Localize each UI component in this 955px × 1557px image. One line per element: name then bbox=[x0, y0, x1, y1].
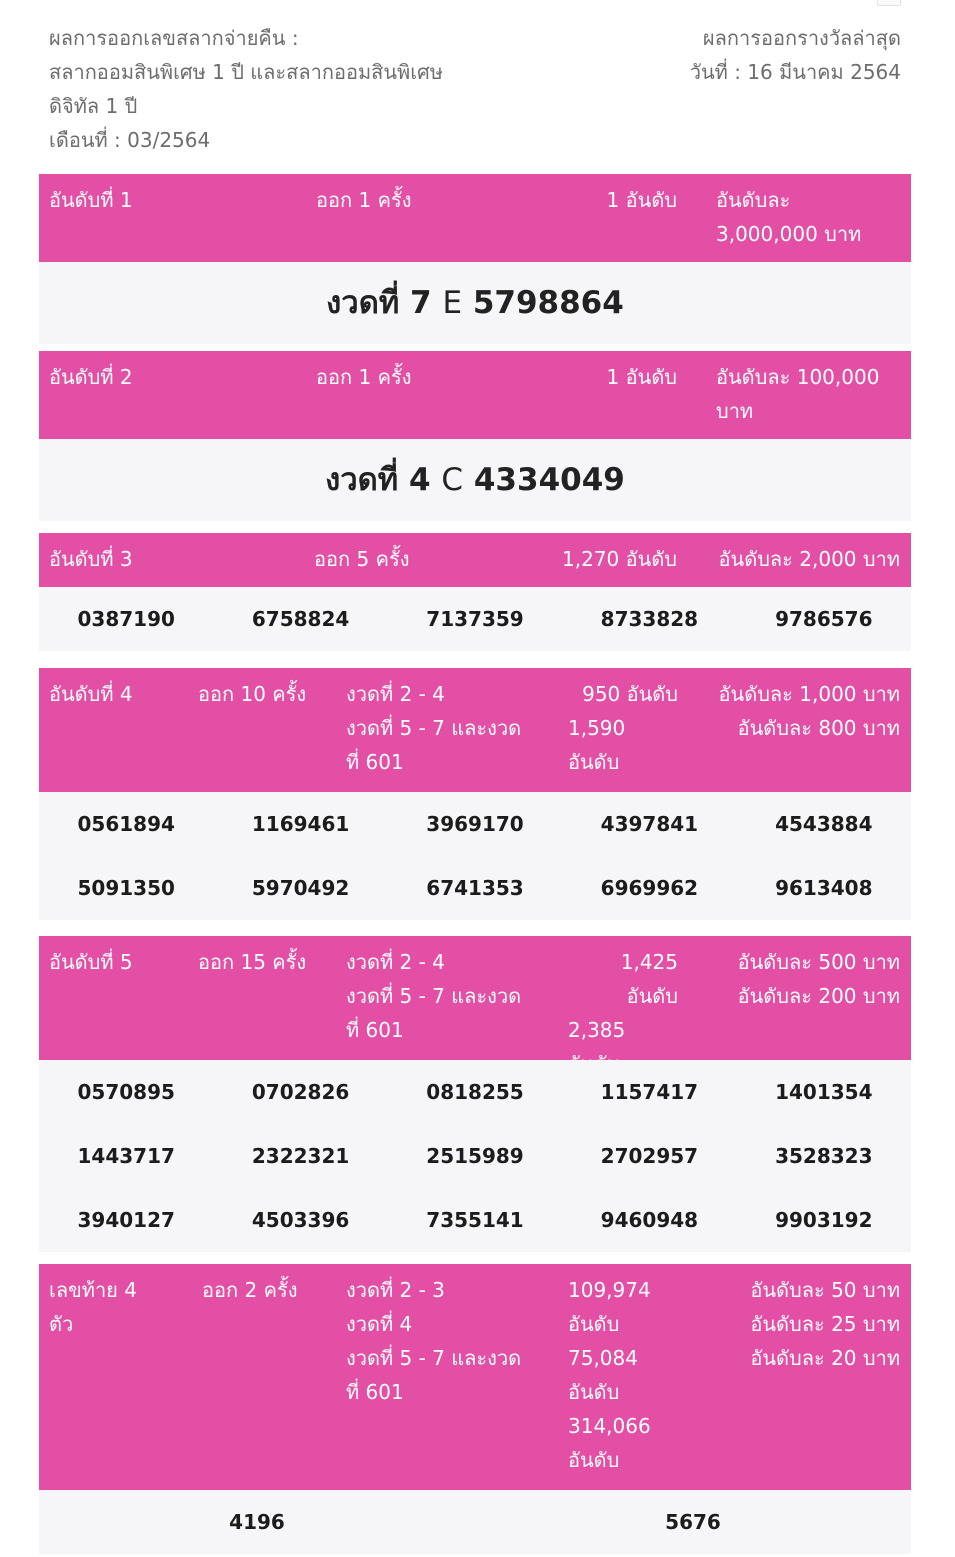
prize-rank-line: ตัว bbox=[49, 1312, 74, 1336]
winning-number: 0561894 bbox=[77, 812, 175, 836]
winning-number: 3528323 bbox=[775, 1144, 873, 1168]
winning-number: 5676 bbox=[665, 1510, 721, 1534]
winning-number: 5091350 bbox=[77, 876, 175, 900]
prize-period-line: งวดที่ 5 - 7 และงวด bbox=[346, 716, 522, 740]
winning-number: 0702826 bbox=[251, 1080, 350, 1104]
title-line: ดิจิทัล 1 ปี bbox=[49, 94, 138, 118]
result-title bbox=[49, 21, 489, 157]
latest-result-label: ผลการออกรางวัลล่าสุด bbox=[702, 26, 901, 50]
winning-number: 9613408 bbox=[775, 876, 873, 900]
prize-draws: ออก 10 ครั้ง bbox=[198, 682, 307, 706]
prize-draws: ออก 1 ครั้ง bbox=[316, 365, 412, 389]
winning-number: 6741353 bbox=[426, 876, 524, 900]
prize-amount-line: 3,000,000 บาท bbox=[716, 222, 862, 246]
prize-period-line: งวดที่ 4 bbox=[346, 1312, 413, 1336]
prize-periods bbox=[346, 945, 521, 1047]
winning-number: 1169461 bbox=[251, 812, 350, 836]
prize-amount-line: อันดับละ 200 บาท bbox=[737, 984, 900, 1008]
prize-period-line: งวดที่ 5 - 7 และงวด bbox=[346, 984, 522, 1008]
prize-2-result bbox=[39, 439, 911, 521]
prize-count-line: 109,974 bbox=[568, 1278, 651, 1302]
prize-amount-line: อันดับละ 25 บาท bbox=[750, 1312, 900, 1336]
result-period: งวดที่ 4 bbox=[325, 462, 431, 498]
prize-count-line: อันดับ bbox=[568, 1312, 620, 1336]
winning-number: 2702957 bbox=[600, 1144, 699, 1168]
winning-number: 4543884 bbox=[775, 812, 873, 836]
prize-count-line: อันดับ bbox=[568, 750, 620, 774]
winning-number: 4397841 bbox=[600, 812, 699, 836]
prize-4-header bbox=[39, 668, 911, 792]
prize-rank-line: เลขท้าย 4 bbox=[49, 1278, 137, 1302]
page-header bbox=[0, 0, 955, 170]
prize-period-line: ที่ 601 bbox=[346, 1018, 404, 1042]
winning-number: 4196 bbox=[229, 1510, 285, 1534]
prize-amount-line: อันดับละ 500 บาท bbox=[737, 950, 900, 974]
prize-periods bbox=[346, 1273, 521, 1409]
result-period: งวดที่ 7 bbox=[326, 285, 432, 321]
prize-5-numbers bbox=[39, 1060, 911, 1252]
prize-period-line: งวดที่ 2 - 4 bbox=[346, 950, 445, 974]
winning-number: 1157417 bbox=[600, 1080, 699, 1104]
prize-counts bbox=[568, 1273, 651, 1477]
prize-amount-line: อันดับละ 50 บาท bbox=[750, 1278, 900, 1302]
winning-number: 4503396 bbox=[251, 1208, 350, 1232]
prize-draws: ออก 5 ครั้ง bbox=[314, 547, 410, 571]
winning-number: 5970492 bbox=[251, 876, 350, 900]
winning-number: 0570895 bbox=[77, 1080, 175, 1104]
winning-number: 6969962 bbox=[600, 876, 699, 900]
prize-amount-line: อันดับละ bbox=[716, 188, 791, 212]
latest-result-date: วันที่ : 16 มีนาคม 2564 bbox=[689, 60, 901, 84]
prize-amounts bbox=[719, 677, 900, 745]
prize-draws: ออก 15 ครั้ง bbox=[198, 950, 307, 974]
winning-number: 3940127 bbox=[77, 1208, 175, 1232]
prize-count-line: 1,590 bbox=[568, 716, 626, 740]
prize-period-line: ที่ 601 bbox=[346, 1380, 404, 1404]
latest-result-info bbox=[690, 21, 901, 89]
winning-number: 9903192 bbox=[775, 1208, 873, 1232]
prize-1-result bbox=[39, 262, 911, 344]
prize-rank: อันดับที่ 2 bbox=[49, 365, 133, 389]
prize-count-line: 1,425 อันดับ bbox=[620, 950, 678, 1008]
prize-count: 1 อันดับ bbox=[606, 365, 677, 389]
prize-3-numbers bbox=[39, 587, 911, 651]
result-letter: E bbox=[442, 285, 463, 321]
prize-count-line: 314,066 bbox=[568, 1414, 651, 1438]
prize-amount: อันดับละ 2,000 บาท bbox=[718, 547, 900, 571]
prize-count-line: อันดับ bbox=[568, 1448, 620, 1472]
result-number: 4334049 bbox=[473, 462, 625, 498]
winning-number: 2515989 bbox=[426, 1144, 524, 1168]
result-number: 5798864 bbox=[472, 285, 624, 321]
last-four-digits-numbers bbox=[39, 1490, 911, 1554]
prize-1-header bbox=[39, 174, 911, 262]
prize-period-line: งวดที่ 5 - 7 และงวด bbox=[346, 1346, 522, 1370]
prize-period-line: งวดที่ 2 - 4 bbox=[346, 682, 445, 706]
prize-period-line: งวดที่ 2 - 3 bbox=[346, 1278, 445, 1302]
prize-2-header bbox=[39, 351, 911, 439]
prize-5-header bbox=[39, 936, 911, 1060]
prize-count: 1,270 อันดับ bbox=[562, 547, 677, 571]
prize-amount bbox=[716, 360, 879, 428]
prize-count-line: อันดับ bbox=[568, 1380, 620, 1404]
prize-amounts bbox=[738, 945, 900, 1013]
winning-number: 0818255 bbox=[426, 1080, 524, 1104]
prize-count-line: 2,385 bbox=[568, 1018, 626, 1042]
prize-amounts bbox=[750, 1273, 900, 1375]
prize-rank: อันดับที่ 5 bbox=[49, 950, 133, 974]
prize-count-line: 75,084 bbox=[568, 1346, 638, 1370]
winning-number: 8733828 bbox=[600, 607, 699, 631]
prize-rank: อันดับที่ 1 bbox=[49, 188, 133, 212]
prize-4-numbers bbox=[39, 792, 911, 920]
prize-amount-line: อันดับละ 1,000 บาท bbox=[718, 682, 900, 706]
winning-number: 3969170 bbox=[426, 812, 524, 836]
prize-amount-line: อันดับละ 800 บาท bbox=[737, 716, 900, 740]
prize-amount bbox=[716, 183, 861, 251]
title-line: ผลการออกเลขสลากจ่ายคืน : bbox=[49, 26, 299, 50]
month-line: เดือนที่ : 03/2564 bbox=[49, 128, 211, 152]
winning-number: 7355141 bbox=[426, 1208, 524, 1232]
prize-draws: ออก 2 ครั้ง bbox=[202, 1278, 298, 1302]
prize-rank: อันดับที่ 4 bbox=[49, 682, 133, 706]
prize-draws: ออก 1 ครั้ง bbox=[316, 188, 412, 212]
last-four-digits-header bbox=[39, 1264, 911, 1490]
title-line: สลากออมสินพิเศษ 1 ปี และสลากออมสินพิเศษ bbox=[49, 60, 443, 84]
prize-rank bbox=[49, 1273, 137, 1341]
prize-periods bbox=[346, 677, 521, 779]
winning-number: 9786576 bbox=[775, 607, 873, 631]
prize-amount-line: อันดับละ 100,000 bbox=[716, 365, 880, 389]
winning-number: 6758824 bbox=[251, 607, 350, 631]
winning-number: 0387190 bbox=[77, 607, 175, 631]
winning-number: 9460948 bbox=[600, 1208, 699, 1232]
prize-amount-line: อันดับละ 20 บาท bbox=[750, 1346, 900, 1370]
corner-button[interactable] bbox=[877, 0, 901, 6]
winning-number: 1401354 bbox=[775, 1080, 873, 1104]
prize-amount-line: บาท bbox=[716, 399, 754, 423]
prize-3-header bbox=[39, 533, 911, 587]
prize-period-line: ที่ 601 bbox=[346, 750, 404, 774]
winning-number: 7137359 bbox=[426, 607, 524, 631]
prize-count: 1 อันดับ bbox=[606, 188, 677, 212]
winning-number: 2322321 bbox=[251, 1144, 350, 1168]
winning-number: 1443717 bbox=[77, 1144, 175, 1168]
result-letter: C bbox=[441, 462, 464, 498]
prize-rank: อันดับที่ 3 bbox=[49, 547, 133, 571]
prize-counts bbox=[568, 677, 678, 779]
prize-count-line: 950 อันดับ bbox=[582, 682, 678, 706]
